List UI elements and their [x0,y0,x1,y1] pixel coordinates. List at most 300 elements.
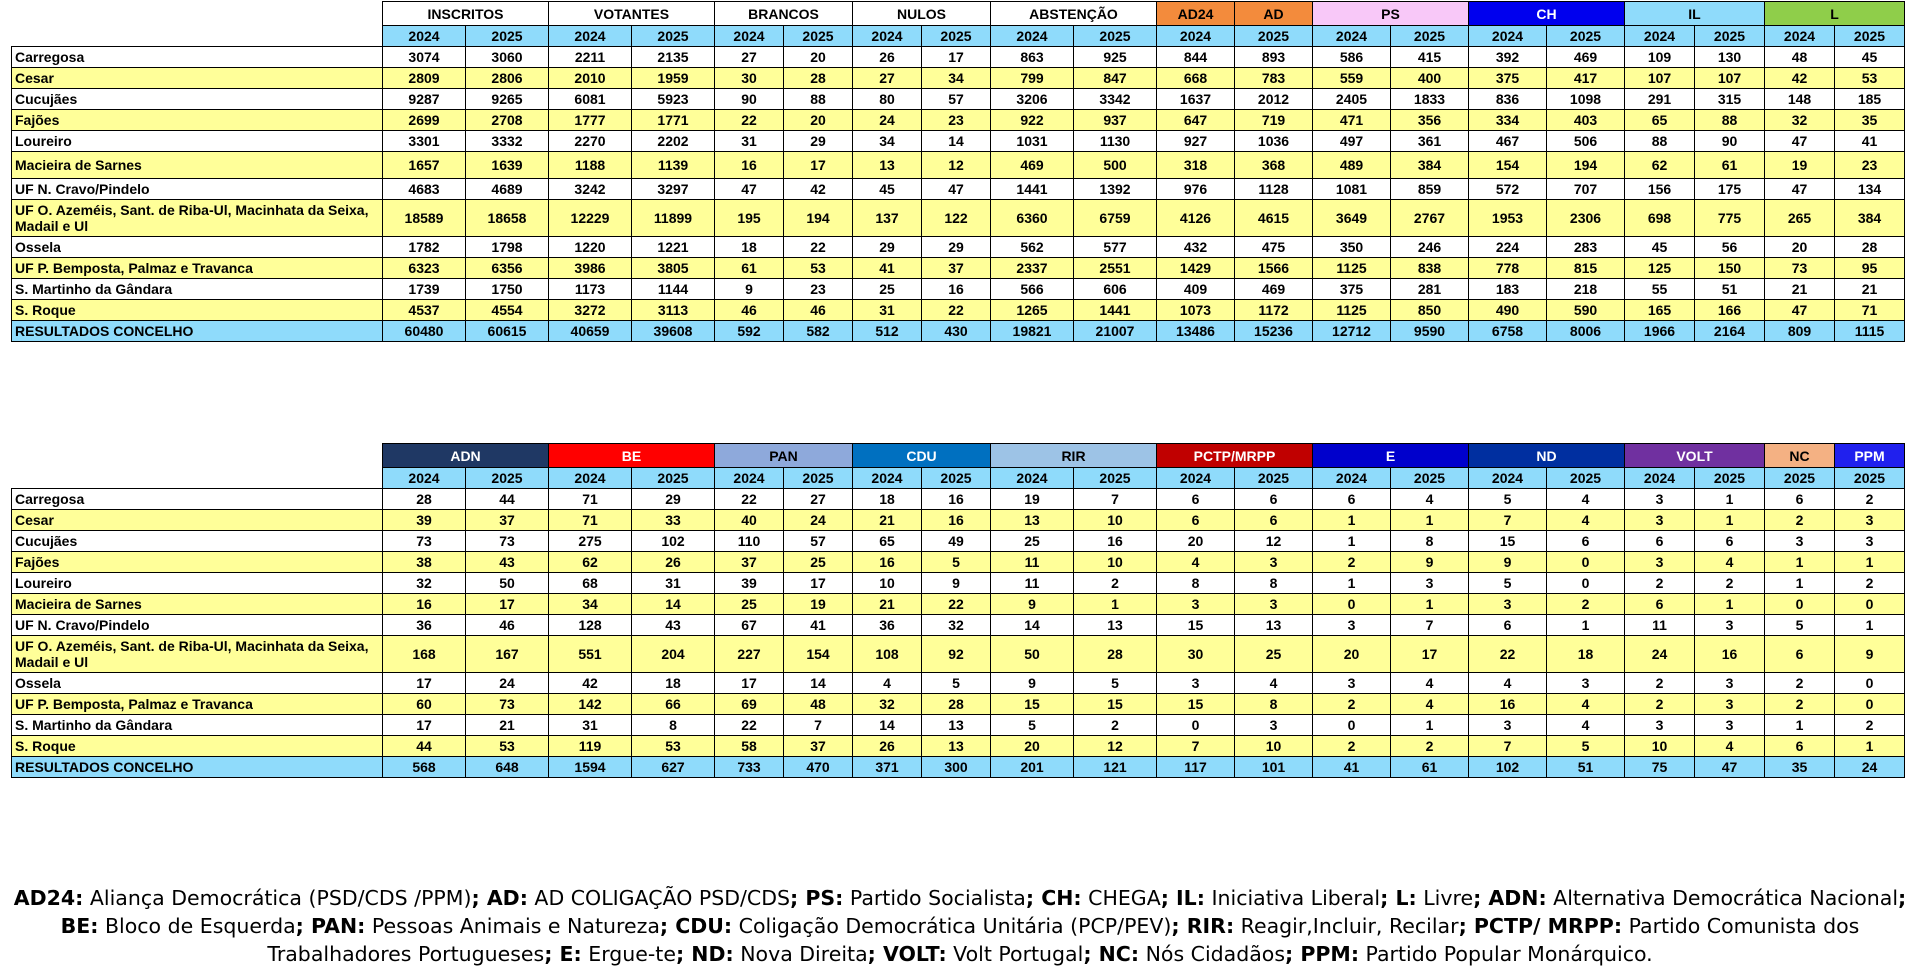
table-row [12,694,1905,715]
vote-cell: 65 [1625,110,1695,131]
vote-cell: 166 [1695,300,1765,321]
vote-cell: 3332 [466,131,549,152]
legend-text: Nós Cidadãos [1139,942,1286,966]
vote-cell: 291 [1625,89,1695,110]
year-header: 2025 [632,26,715,47]
vote-cell: 3 [1695,715,1765,736]
vote-cell: 3 [1157,594,1235,615]
year-header: 2024 [1625,26,1695,47]
vote-cell: 31 [715,131,784,152]
table-row [12,636,1905,673]
vote-cell: 1220 [549,237,632,258]
vote-cell: 31 [853,300,922,321]
year-spacer [12,26,383,47]
vote-cell: 590 [1547,300,1625,321]
vote-cell: 1 [1313,573,1391,594]
vote-cell: 1221 [632,237,715,258]
vote-cell: 75 [1625,757,1695,778]
vote-cell: 2 [1625,673,1695,694]
vote-cell: 2211 [549,47,632,68]
vote-cell: 16 [922,279,991,300]
vote-cell: 430 [922,321,991,342]
vote-cell: 0 [1547,573,1625,594]
vote-cell: 32 [383,573,466,594]
vote-cell: 46 [715,300,784,321]
vote-cell: 14 [922,131,991,152]
parish-name: S. Roque [12,736,383,757]
vote-cell: 2337 [991,258,1074,279]
vote-cell: 2010 [549,68,632,89]
column-group-cdu: CDU [853,444,991,468]
vote-cell: 13 [853,152,922,179]
table-row [12,552,1905,573]
vote-cell: 2 [1391,736,1469,757]
vote-cell: 90 [1695,131,1765,152]
vote-cell: 836 [1469,89,1547,110]
vote-cell: 7 [1391,615,1469,636]
vote-cell: 32 [922,615,991,636]
parish-name: Loureiro [12,573,383,594]
vote-cell: 61 [715,258,784,279]
vote-cell: 6 [1157,510,1235,531]
vote-cell: 2270 [549,131,632,152]
vote-cell: 1392 [1074,179,1157,200]
parish-name: Carregosa [12,47,383,68]
vote-cell: 2135 [632,47,715,68]
vote-cell: 469 [1547,47,1625,68]
vote-cell: 17 [715,673,784,694]
vote-cell: 4 [1235,673,1313,694]
vote-cell: 2699 [383,110,466,131]
year-header: 2024 [383,468,466,489]
vote-cell: 783 [1235,68,1313,89]
table-row [12,200,1905,237]
year-header: 2025 [1835,468,1905,489]
vote-cell: 371 [853,757,922,778]
vote-cell: 2708 [466,110,549,131]
vote-cell: 24 [784,510,853,531]
vote-cell: 47 [1765,300,1835,321]
vote-cell: 20 [1313,636,1391,673]
parish-name: Macieira de Sarnes [12,594,383,615]
column-group-pctp-mrpp: PCTP/MRPP [1157,444,1313,468]
vote-cell: 38 [383,552,466,573]
vote-cell: 51 [1547,757,1625,778]
vote-cell: 512 [853,321,922,342]
vote-cell: 71 [549,510,632,531]
vote-cell: 41 [1835,131,1905,152]
year-header: 2024 [549,468,632,489]
year-header: 2025 [466,468,549,489]
vote-cell: 275 [549,531,632,552]
vote-cell: 469 [1235,279,1313,300]
vote-cell: 5 [1547,736,1625,757]
table-row [12,615,1905,636]
vote-cell: 12 [1235,531,1313,552]
table-row [12,489,1905,510]
vote-cell: 14 [991,615,1074,636]
vote-cell: 22 [784,237,853,258]
column-group-adn: ADN [383,444,549,468]
year-header: 2024 [1469,468,1547,489]
vote-cell: 22 [715,110,784,131]
vote-cell: 2 [1765,510,1835,531]
vote-cell: 68 [549,573,632,594]
vote-cell: 73 [383,531,466,552]
vote-cell: 51 [1695,279,1765,300]
column-group-nd: ND [1469,444,1625,468]
vote-cell: 19 [784,594,853,615]
vote-cell: 13 [922,736,991,757]
vote-cell: 23 [784,279,853,300]
vote-cell: 57 [784,531,853,552]
year-header: 2024 [1469,26,1547,47]
year-header: 2025 [1695,468,1765,489]
vote-cell: 8 [1391,531,1469,552]
vote-cell: 1441 [1074,300,1157,321]
parish-name: Cesar [12,510,383,531]
vote-cell: 384 [1391,152,1469,179]
vote-cell: 2306 [1547,200,1625,237]
parish-name: S. Roque [12,300,383,321]
vote-cell: 6758 [1469,321,1547,342]
year-header: 2025 [1835,26,1905,47]
vote-cell: 2012 [1235,89,1313,110]
vote-cell: 0 [1835,694,1905,715]
vote-cell: 6 [1625,594,1695,615]
vote-cell: 9 [1391,552,1469,573]
vote-cell: 562 [991,237,1074,258]
vote-cell: 5 [922,673,991,694]
legend-abbr: ; IL: [1160,886,1205,910]
vote-cell: 937 [1074,110,1157,131]
parish-name: UF O. Azeméis, Sant. de Riba-Ul, Macinhata da Seixa, Madail e Ul [12,636,383,673]
vote-cell: 12712 [1313,321,1391,342]
vote-cell: 41 [1313,757,1391,778]
vote-cell: 859 [1391,179,1469,200]
vote-cell: 3 [1391,573,1469,594]
vote-cell: 14 [632,594,715,615]
vote-cell: 2 [1625,694,1695,715]
year-header: 2024 [1313,468,1391,489]
legend-text: Volt Portugal [946,942,1084,966]
vote-cell: 9 [715,279,784,300]
vote-cell: 27 [784,489,853,510]
vote-cell: 18658 [466,200,549,237]
vote-cell: 101 [1235,757,1313,778]
vote-cell: 847 [1074,68,1157,89]
vote-cell: 201 [991,757,1074,778]
vote-cell: 9287 [383,89,466,110]
vote-cell: 4126 [1157,200,1235,237]
vote-cell: 53 [632,736,715,757]
vote-cell: 27 [853,68,922,89]
legend-abbr: ; ND: [675,942,734,966]
vote-cell: 707 [1547,179,1625,200]
party-legend [0,884,1920,968]
vote-cell: 3 [1625,510,1695,531]
vote-cell: 350 [1313,237,1391,258]
column-group-ch: CH [1469,2,1625,26]
vote-cell: 1 [1313,510,1391,531]
parish-name: S. Martinho da Gândara [12,279,383,300]
year-header: 2024 [383,26,466,47]
vote-cell: 37 [784,736,853,757]
vote-cell: 0 [1547,552,1625,573]
vote-cell: 12229 [549,200,632,237]
year-header: 2024 [991,26,1074,47]
vote-cell: 16 [383,594,466,615]
vote-cell: 22 [922,594,991,615]
vote-cell: 1594 [549,757,632,778]
vote-cell: 9 [1835,636,1905,673]
vote-cell: 893 [1235,47,1313,68]
vote-cell: 50 [991,636,1074,673]
vote-cell: 50 [466,573,549,594]
vote-cell: 195 [715,200,784,237]
vote-cell: 39 [383,510,466,531]
vote-cell: 417 [1547,68,1625,89]
vote-cell: 1 [1765,715,1835,736]
vote-cell: 1657 [383,152,466,179]
vote-cell: 489 [1313,152,1391,179]
vote-cell: 90 [715,89,784,110]
parish-name: Carregosa [12,489,383,510]
vote-cell: 43 [466,552,549,573]
vote-cell: 1172 [1235,300,1313,321]
vote-cell: 61 [1391,757,1469,778]
parish-name: Fajões [12,552,383,573]
table-row [12,110,1905,131]
parish-name: UF N. Cravo/Pindelo [12,615,383,636]
vote-cell: 6 [1547,531,1625,552]
vote-cell: 224 [1469,237,1547,258]
legend-text: Bloco de Esquerda [98,914,296,938]
parish-name: RESULTADOS CONCELHO [12,757,383,778]
vote-cell: 88 [1625,131,1695,152]
vote-cell: 88 [784,89,853,110]
vote-cell: 577 [1074,237,1157,258]
vote-cell: 42 [549,673,632,694]
vote-cell: 28 [922,694,991,715]
vote-cell: 108 [853,636,922,673]
vote-cell: 16 [1469,694,1547,715]
vote-cell: 95 [1835,258,1905,279]
vote-cell: 6360 [991,200,1074,237]
year-header: 2024 [853,468,922,489]
parish-name: UF P. Bemposta, Palmaz e Travanca [12,694,383,715]
vote-cell: 218 [1547,279,1625,300]
vote-cell: 194 [1547,152,1625,179]
vote-cell: 7 [784,715,853,736]
vote-cell: 1750 [466,279,549,300]
vote-cell: 46 [466,615,549,636]
vote-cell: 30 [715,68,784,89]
vote-cell: 4 [1391,673,1469,694]
vote-cell: 3 [1235,715,1313,736]
legend-abbr: ; E: [544,942,582,966]
vote-cell: 15 [1074,694,1157,715]
column-group-nc: NC [1765,444,1835,468]
year-header: 2025 [922,26,991,47]
vote-cell: 4 [1547,510,1625,531]
vote-cell: 26 [853,736,922,757]
table-row [12,594,1905,615]
vote-cell: 17 [784,152,853,179]
legend-text: Alternativa Democrática Nacional [1546,886,1899,910]
vote-cell: 15 [1157,694,1235,715]
vote-cell: 5 [1765,615,1835,636]
table-row [12,531,1905,552]
legend-abbr: ; PS: [790,886,844,910]
vote-cell: 1 [1313,531,1391,552]
legend-text: Livre [1416,886,1474,910]
vote-cell: 5 [991,715,1074,736]
vote-cell: 3 [1469,594,1547,615]
vote-cell: 627 [632,757,715,778]
vote-cell: 3272 [549,300,632,321]
vote-cell: 469 [991,152,1074,179]
column-group-absten-o: ABSTENÇÃO [991,2,1157,26]
legend-abbr: AD24: [13,886,84,910]
legend-abbr: ; RIR: [1171,914,1235,938]
vote-cell: 20 [784,47,853,68]
vote-cell: 25 [784,552,853,573]
vote-cell: 47 [715,179,784,200]
vote-cell: 8 [1235,694,1313,715]
vote-cell: 3297 [632,179,715,200]
vote-cell: 18 [632,673,715,694]
year-header: 2024 [715,26,784,47]
vote-cell: 4 [1391,489,1469,510]
vote-cell: 1777 [549,110,632,131]
vote-cell: 1128 [1235,179,1313,200]
vote-cell: 9 [991,594,1074,615]
vote-cell: 55 [1625,279,1695,300]
vote-cell: 26 [632,552,715,573]
column-group-il: IL [1625,2,1765,26]
legend-abbr: ; VOLT: [867,942,947,966]
vote-cell: 5 [1469,573,1547,594]
legend-text: Partido Popular Monárquico. [1359,942,1653,966]
vote-cell: 1031 [991,131,1074,152]
table-row [12,152,1905,179]
vote-cell: 1 [1391,510,1469,531]
vote-cell: 5 [1074,673,1157,694]
table-row [12,300,1905,321]
vote-cell: 2 [1313,552,1391,573]
vote-cell: 1125 [1313,300,1391,321]
vote-cell: 10 [1074,510,1157,531]
vote-cell: 281 [1391,279,1469,300]
legend-text: Partido Socialista [843,886,1026,910]
vote-cell: 1130 [1074,131,1157,152]
vote-cell: 39 [715,573,784,594]
vote-cell: 80 [853,89,922,110]
vote-cell: 20 [784,110,853,131]
vote-cell: 1953 [1469,200,1547,237]
vote-cell: 28 [784,68,853,89]
vote-cell: 1 [1074,594,1157,615]
vote-cell: 20 [1157,531,1235,552]
vote-cell: 1966 [1625,321,1695,342]
vote-cell: 67 [715,615,784,636]
vote-cell: 61 [1695,152,1765,179]
legend-text: Nova Direita [733,942,868,966]
vote-cell: 47 [1765,131,1835,152]
column-group-nulos: NULOS [853,2,991,26]
vote-cell: 1144 [632,279,715,300]
vote-cell: 10 [1074,552,1157,573]
vote-cell: 2767 [1391,200,1469,237]
vote-cell: 582 [784,321,853,342]
table-row [12,573,1905,594]
vote-cell: 19 [1765,152,1835,179]
vote-cell: 3 [1235,552,1313,573]
legend-abbr: ; PPM: [1285,942,1360,966]
vote-cell: 53 [784,258,853,279]
vote-cell: 47 [1695,757,1765,778]
vote-cell: 572 [1469,179,1547,200]
vote-cell: 8 [1157,573,1235,594]
vote-cell: 130 [1695,47,1765,68]
vote-cell: 471 [1313,110,1391,131]
legend-text: AD COLIGAÇÃO PSD/CDS [527,886,791,910]
vote-cell: 73 [1765,258,1835,279]
vote-cell: 863 [991,47,1074,68]
vote-cell: 3986 [549,258,632,279]
vote-cell: 2551 [1074,258,1157,279]
vote-cell: 44 [383,736,466,757]
vote-cell: 3 [1835,531,1905,552]
vote-cell: 43 [632,615,715,636]
vote-cell: 3 [1835,510,1905,531]
column-group-ad24: AD24 [1157,2,1235,26]
vote-cell: 467 [1469,131,1547,152]
vote-cell: 34 [549,594,632,615]
vote-cell: 1 [1695,594,1765,615]
year-header: 2025 [1547,26,1625,47]
parish-name: Fajões [12,110,383,131]
vote-cell: 88 [1695,110,1765,131]
vote-cell: 1265 [991,300,1074,321]
vote-cell: 9 [991,673,1074,694]
vote-cell: 5 [922,552,991,573]
vote-cell: 0 [1765,594,1835,615]
vote-cell: 16 [1695,636,1765,673]
vote-cell: 1833 [1391,89,1469,110]
vote-cell: 1073 [1157,300,1235,321]
column-group-ps: PS [1313,2,1469,26]
vote-cell: 3242 [549,179,632,200]
vote-cell: 14 [853,715,922,736]
vote-cell: 1173 [549,279,632,300]
vote-cell: 24 [1625,636,1695,673]
vote-cell: 8 [1235,573,1313,594]
vote-cell: 154 [1469,152,1547,179]
vote-cell: 1441 [991,179,1074,200]
vote-cell: 470 [784,757,853,778]
vote-cell: 22 [922,300,991,321]
vote-cell: 73 [466,531,549,552]
vote-cell: 73 [466,694,549,715]
vote-cell: 3074 [383,47,466,68]
vote-cell: 17 [922,47,991,68]
vote-cell: 6 [1765,489,1835,510]
vote-cell: 375 [1313,279,1391,300]
vote-cell: 18589 [383,200,466,237]
year-header: 2024 [1313,26,1391,47]
